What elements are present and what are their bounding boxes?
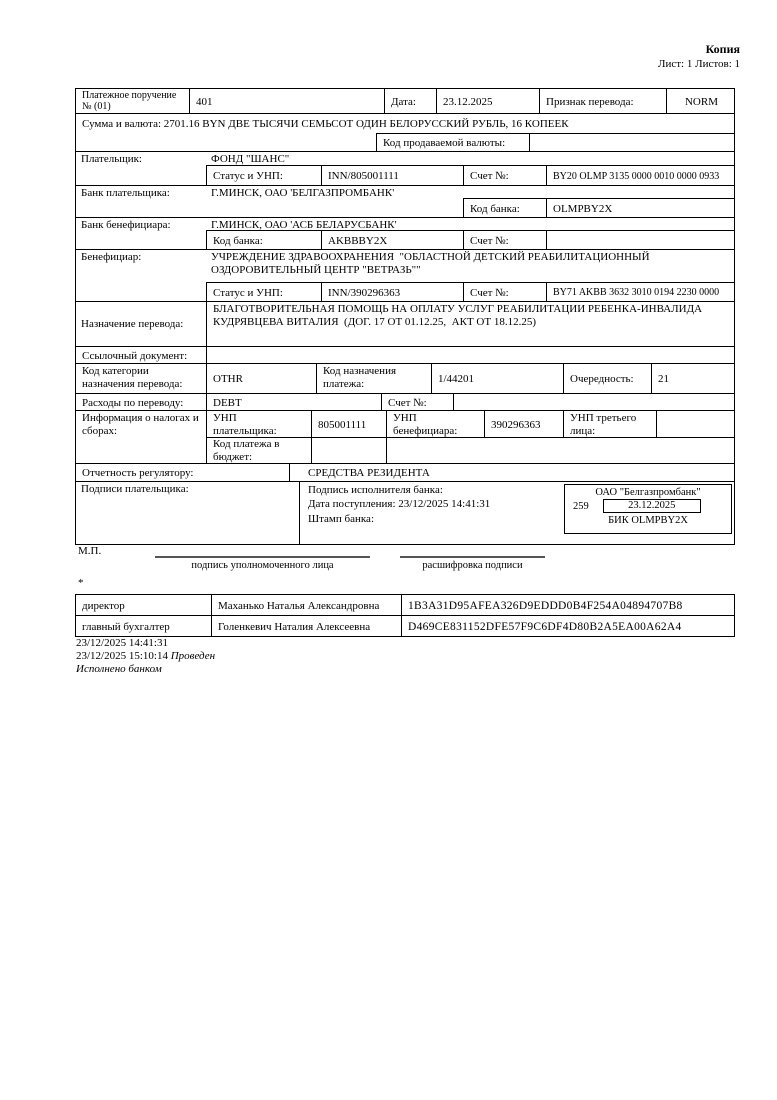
beneficiary-account-value: BY71 AKBB 3632 3010 0194 2230 0000: [546, 283, 734, 301]
expenses-row: [76, 393, 734, 410]
beneficiary-bank-name: Г.МИНСК, ОАО 'АСБ БЕЛАРУСБАНК': [211, 219, 397, 231]
order-date-label: Дата:: [384, 89, 436, 113]
beneficiary-account-label: Счет №:: [463, 283, 546, 301]
payer-signatures-label: Подписи плательщика:: [81, 483, 189, 495]
decryption-signature-line: расшифровка подписи: [400, 556, 545, 571]
currency-sold-value: [529, 134, 734, 151]
transfer-sign-value: NORM: [666, 89, 734, 113]
category-label: Код категории назначения перевода:: [82, 365, 183, 391]
payer-unp-label: УНП плательщика:: [206, 411, 311, 437]
budget-code-label: Код платежа в бюджет:: [213, 438, 280, 463]
third-party-unp-value: [656, 411, 734, 437]
payer-name: ФОНД "ШАНС": [211, 153, 290, 165]
signatures-row: [76, 481, 734, 544]
beneficiary-status-value: INN/390296363: [321, 283, 463, 301]
order-number-value: 401: [189, 89, 384, 113]
signer-hash: D469CE831152DFE57F9C6DF4D80B2A5EA00A62A4: [401, 616, 734, 636]
beneficiary-bank-label: Банк бенефициара:: [81, 219, 171, 231]
stamp-number: 259: [573, 500, 589, 512]
budget-code-box: [206, 437, 734, 463]
amount-line: Сумма и валюта: 2701.16 BYN ДВЕ ТЫСЯЧИ СЕМЬСОТ ОДИН БЕЛОРУССКИЙ РУБЛЬ, 16 КОПЕЕК: [82, 118, 569, 130]
payer-bank-code-label: Код банка:: [470, 202, 520, 215]
signer-name: Маханько Наталья Александровна: [211, 595, 401, 615]
transfer-sign-label: Признак перевода:: [539, 89, 666, 113]
currency-sold-box: [376, 133, 734, 151]
beneficiary-unp-value: 390296363: [484, 411, 563, 437]
purpose-label: Назначение перевода:: [81, 318, 184, 330]
payer-unp-value: 805001111: [311, 411, 386, 437]
payer-status-value: INN/805001111: [321, 166, 463, 185]
beneficiary-bank-details-row: [206, 230, 734, 249]
asterisk-note: *: [78, 577, 84, 589]
taxes-row: [76, 410, 734, 437]
footer-timestamp-2: [76, 650, 215, 662]
payer-account-value: BY20 OLMP 3135 0000 0010 0000 0933: [546, 166, 734, 185]
order-header-row: [76, 89, 734, 113]
budget-code-cell: [311, 438, 386, 463]
beneficiary-bank-section: [76, 217, 734, 249]
payer-details-row: [206, 165, 734, 185]
expenses-account-label: Счет №:: [381, 394, 453, 410]
third-party-unp-label: УНП третьего лица:: [563, 411, 656, 437]
reference-doc-row: [76, 346, 734, 363]
table-row: [76, 595, 734, 615]
payment-code-label: Код назначения платежа:: [316, 364, 431, 393]
signer-hash: 1B3A31D95AFEA326D9EDDD0B4F254A04894707B8: [401, 595, 734, 615]
expenses-label: Расходы по переводу:: [82, 396, 184, 409]
copy-label: Копия: [705, 42, 740, 56]
bank-sign-label: Подпись исполнителя банка:: [308, 484, 443, 496]
table-row: [76, 615, 734, 636]
payer-bank-code-value: OLMPBY2X: [546, 199, 734, 217]
mp-label: М.П.: [78, 545, 102, 557]
payer-bank-name: Г.МИНСК, ОАО 'БЕЛГАЗПРОМБАНК': [211, 187, 395, 199]
beneficiary-bank-code-value: AKBBBY2X: [321, 231, 463, 249]
beneficiary-section: [76, 249, 734, 301]
expenses-account-value: [453, 394, 734, 410]
budget-code-row: [76, 437, 734, 463]
payment-code-value: 1/44201: [431, 364, 563, 393]
regulator-label: Отчетность регулятору:: [82, 467, 194, 479]
reference-doc-value: [206, 347, 734, 363]
currency-sold-label: Код продаваемой валюты:: [383, 137, 506, 149]
regulator-value: СРЕДСТВА РЕЗИДЕНТА: [289, 464, 734, 481]
sheet-info: Лист: 1 Листов: 1: [658, 58, 740, 70]
beneficiary-bank-account-label: Счет №:: [463, 231, 546, 249]
expenses-value: DEBT: [206, 394, 381, 410]
beneficiary-unp-label: УНП бенефициара:: [386, 411, 484, 437]
taxes-label: Информация о налогах и сборах:: [82, 412, 199, 437]
footer-executed-by-bank: Исполнено банком: [76, 663, 162, 675]
beneficiary-name: УЧРЕЖДЕНИЕ ЗДРАВООХРАНЕНИЯ "ОБЛАСТНОЙ ДЕТСКИЙ РЕАБИЛИТАЦИОННЫЙ ОЗДОРОВИТЕЛЬНЫЙ ЦЕНТР "ВЕТРАЗЬ"": [211, 251, 653, 277]
regulator-row: [76, 463, 734, 481]
beneficiary-bank-account-value: [546, 231, 734, 249]
stamp-bik: БИК OLMPBY2X: [608, 515, 688, 526]
footer-timestamp-2-time: 23/12/2025 15:10:14: [76, 650, 168, 662]
payer-bank-label: Банк плательщика:: [81, 187, 170, 199]
order-date-value: 23.12.2025: [436, 89, 539, 113]
signer-position: главный бухгалтер: [82, 620, 170, 633]
amount-row: [76, 113, 734, 133]
priority-value: 21: [651, 364, 734, 393]
payment-order-form: [75, 88, 735, 545]
category-value: OTHR: [206, 364, 316, 393]
stamp-date-box: 23.12.2025: [603, 499, 701, 513]
payer-bank-section: [76, 185, 734, 217]
currency-sold-row: [76, 133, 734, 151]
beneficiary-details-row: [206, 282, 734, 301]
payer-bank-code-row: [463, 198, 734, 217]
footer-status: Проведен: [170, 650, 216, 662]
reference-doc-label: Ссылочный документ:: [82, 349, 188, 362]
priority-label: Очередность:: [563, 364, 651, 393]
payer-label: Плательщик:: [81, 153, 142, 165]
beneficiary-bank-code-label: Код банка:: [213, 234, 263, 247]
purpose-text: БЛАГОТВОРИТЕЛЬНАЯ ПОМОЩЬ НА ОПЛАТУ УСЛУГ РЕАБИЛИТАЦИИ РЕБЕНКА-ИНВАЛИДА КУДРЯВЦЕВА ВИТАЛИЯ (ДОГ. 17 ОТ 01.12.25, АКТ ОТ 18.12.25): [206, 302, 734, 346]
signer-name: Голенкевич Наталия Алексеевна: [211, 616, 401, 636]
signer-position: директор: [82, 599, 125, 612]
order-title-label: Платежное поручение № (01): [82, 90, 177, 112]
receipt-date: Дата поступления: 23/12/2025 14:41:31: [308, 498, 491, 511]
budget-code-value: [386, 438, 734, 463]
signers-table: [75, 594, 735, 637]
purpose-section: [76, 301, 734, 346]
category-row: [76, 363, 734, 393]
bank-stamp-box: [564, 484, 732, 534]
beneficiary-label: Бенефициар:: [81, 251, 142, 263]
payer-status-label: Статус и УНП:: [213, 170, 283, 182]
payer-section: [76, 151, 734, 185]
authorized-signature-line: подпись уполномоченного лица: [155, 556, 370, 571]
stamp-bank-name: ОАО "Белгазпромбанк": [595, 487, 701, 498]
bank-stamp-label: Штамп банка:: [308, 512, 374, 525]
payer-account-label: Счет №:: [463, 166, 546, 185]
footer-timestamp-1: 23/12/2025 14:41:31: [76, 637, 168, 649]
beneficiary-status-label: Статус и УНП:: [213, 286, 283, 299]
